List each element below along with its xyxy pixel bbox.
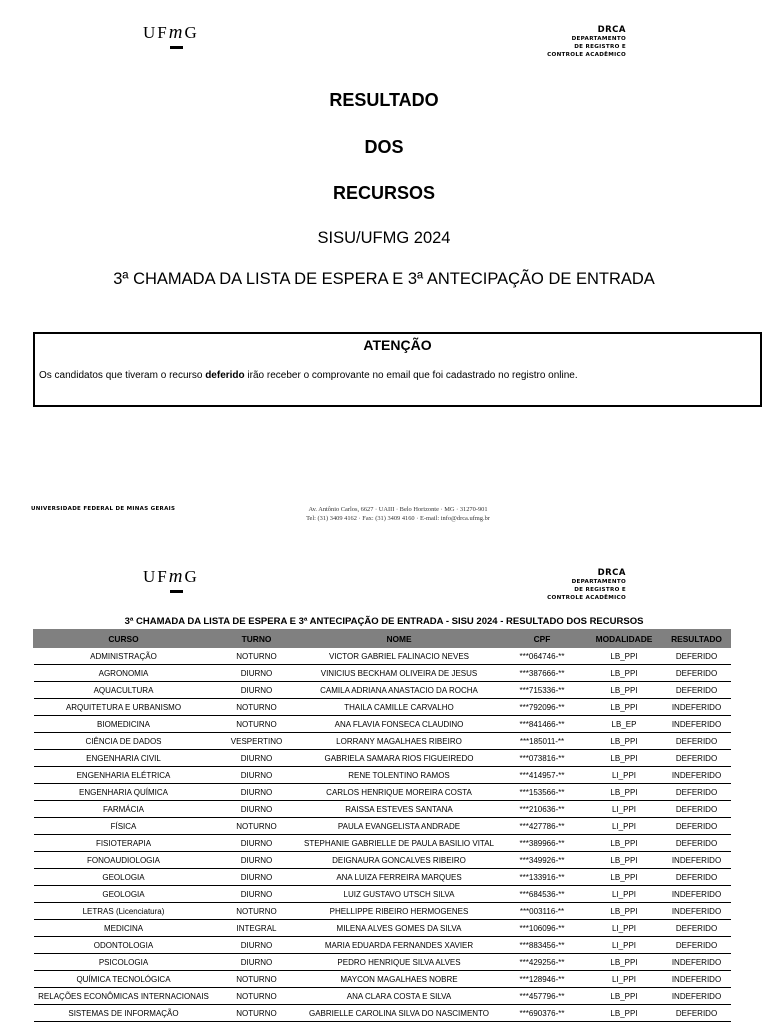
cell-turno: DIURNO (214, 767, 300, 784)
results-table (33, 629, 731, 1022)
header-curso: CURSO (34, 630, 214, 648)
table-row (34, 988, 731, 1005)
cell-cpf: ***792096-** (499, 699, 586, 716)
cell-nome: ANA CLARA COSTA E SILVA (300, 988, 499, 1005)
cell-resultado: INDEFERIDO (663, 971, 731, 988)
cell-curso: CIÊNCIA DE DADOS (34, 733, 214, 750)
table-row (34, 835, 731, 852)
cell-nome: ANA FLAVIA FONSECA CLAUDINO (300, 716, 499, 733)
table-row (34, 886, 731, 903)
cell-resultado: DEFERIDO (663, 1005, 731, 1022)
drca-abbr: DRCA (597, 568, 626, 578)
cell-nome: GABRIELLE CAROLINA SILVA DO NASCIMENTO (300, 1005, 499, 1022)
cell-curso: AGRONOMIA (34, 665, 214, 682)
footer-university: UNIVERSIDADE FEDERAL DE MINAS GERAIS (31, 506, 176, 512)
table-row (34, 733, 731, 750)
attention-text-part1: Os candidatos que tiveram o recurso (39, 370, 206, 381)
cell-curso: AQUACULTURA (34, 682, 214, 699)
cell-nome: ANA LUIZA FERREIRA MARQUES (300, 869, 499, 886)
attention-box (33, 332, 762, 407)
cell-resultado: INDEFERIDO (663, 954, 731, 971)
table-row (34, 971, 731, 988)
cell-cpf: ***427786-** (499, 818, 586, 835)
drca-letterhead-2 (530, 568, 626, 602)
footer-contact (268, 505, 528, 523)
header-cpf: CPF (499, 630, 586, 648)
cell-turno: DIURNO (214, 886, 300, 903)
cell-cpf: ***128946-** (499, 971, 586, 988)
table-row (34, 954, 731, 971)
cell-nome: VICTOR GABRIEL FALINACIO NEVES (300, 648, 499, 665)
cell-cpf: ***064746-** (499, 648, 586, 665)
cell-turno: DIURNO (214, 665, 300, 682)
cell-resultado: INDEFERIDO (663, 699, 731, 716)
cell-resultado: DEFERIDO (663, 869, 731, 886)
cell-resultado: DEFERIDO (663, 818, 731, 835)
attention-text (39, 370, 759, 381)
cell-curso: ADMINISTRAÇÃO (34, 648, 214, 665)
logo-text-left: UF (143, 23, 169, 42)
cell-cpf: ***073816-** (499, 750, 586, 767)
cell-modalidade: LB_PPI (586, 869, 663, 886)
table-row (34, 903, 731, 920)
results-body (34, 648, 731, 1022)
cell-turno: DIURNO (214, 750, 300, 767)
table-header-row (34, 630, 731, 648)
cell-turno: VESPERTINO (214, 733, 300, 750)
drca-letterhead (530, 25, 626, 59)
table-row (34, 716, 731, 733)
cell-modalidade: LB_PPI (586, 835, 663, 852)
cell-cpf: ***715336-** (499, 682, 586, 699)
cell-modalidade: LI_PPI (586, 818, 663, 835)
cell-cpf: ***389966-** (499, 835, 586, 852)
logo-underline (170, 590, 184, 593)
cell-resultado: INDEFERIDO (663, 903, 731, 920)
cell-modalidade: LB_PPI (586, 665, 663, 682)
cell-resultado: DEFERIDO (663, 648, 731, 665)
cell-nome: MAYCON MAGALHAES NOBRE (300, 971, 499, 988)
cell-nome: CARLOS HENRIQUE MOREIRA COSTA (300, 784, 499, 801)
cell-curso: FÍSICA (34, 818, 214, 835)
cell-nome: MILENA ALVES GOMES DA SILVA (300, 920, 499, 937)
cell-cpf: ***457796-** (499, 988, 586, 1005)
table-title: 3ª CHAMADA DA LISTA DE ESPERA E 3ª ANTECIPAÇÃO DE ENTRADA - SISU 2024 - RESULTADO DOS RECURSOS (124, 616, 644, 627)
cell-resultado: INDEFERIDO (663, 767, 731, 784)
logo-m: m (169, 22, 185, 44)
logo-text-right: G (184, 23, 199, 42)
table-row (34, 1005, 731, 1022)
table-row (34, 699, 731, 716)
cell-resultado: DEFERIDO (663, 750, 731, 767)
header-resultado: RESULTADO (663, 630, 731, 648)
cell-curso: MEDICINA (34, 920, 214, 937)
cell-turno: DIURNO (214, 937, 300, 954)
table-row (34, 784, 731, 801)
cell-cpf: ***414957-** (499, 767, 586, 784)
cell-turno: DIURNO (214, 835, 300, 852)
cell-curso: ENGENHARIA CIVIL (34, 750, 214, 767)
cell-cpf: ***106096-** (499, 920, 586, 937)
footer-address: Av. Antônio Carlos, 6627 · UAIII · Belo Horizonte · MG · 31270-901 (308, 506, 488, 513)
table-row (34, 665, 731, 682)
cell-resultado: DEFERIDO (663, 801, 731, 818)
subtitle-chamada: 3ª CHAMADA DA LISTA DE ESPERA E 3ª ANTECIPAÇÃO DE ENTRADA (113, 270, 655, 288)
cell-turno: DIURNO (214, 682, 300, 699)
cell-turno: NOTURNO (214, 716, 300, 733)
cell-curso: QUÍMICA TECNOLÓGICA (34, 971, 214, 988)
cell-modalidade: LB_EP (586, 716, 663, 733)
drca-abbr: DRCA (597, 25, 626, 35)
cell-nome: DEIGNAURA GONCALVES RIBEIRO (300, 852, 499, 869)
cell-modalidade: LB_PPI (586, 733, 663, 750)
drca-line-3: CONTROLE ACADÊMICO (547, 595, 626, 601)
cell-cpf: ***883456-** (499, 937, 586, 954)
ufmg-logo-2 (143, 566, 199, 588)
attention-title: ATENÇÃO (363, 337, 432, 353)
cell-nome: STEPHANIE GABRIELLE DE PAULA BASILIO VITAL (300, 835, 499, 852)
cell-cpf: ***841466-** (499, 716, 586, 733)
cell-nome: CAMILA ADRIANA ANASTACIO DA ROCHA (300, 682, 499, 699)
footer-phone-email: Tel: (31) 3409 4162 · Fax: (31) 3409 4160 · E-mail: info@drca.ufmg.br (306, 515, 490, 522)
cell-modalidade: LB_PPI (586, 682, 663, 699)
attention-text-part2: irão receber o comprovante no email que foi cadastrado no registro online. (244, 370, 578, 381)
logo-text-left: UF (143, 567, 169, 586)
cell-nome: GABRIELA SAMARA RIOS FIGUEIREDO (300, 750, 499, 767)
subtitle-sisu: SISU/UFMG 2024 (317, 229, 451, 247)
cell-turno: NOTURNO (214, 648, 300, 665)
cell-curso: BIOMEDICINA (34, 716, 214, 733)
cell-curso: FONOAUDIOLOGIA (34, 852, 214, 869)
cell-modalidade: LB_PPI (586, 648, 663, 665)
cell-turno: NOTURNO (214, 1005, 300, 1022)
cell-resultado: DEFERIDO (663, 733, 731, 750)
cell-modalidade: LB_PPI (586, 699, 663, 716)
cell-curso: ENGENHARIA ELÉTRICA (34, 767, 214, 784)
title-recursos: RECURSOS (332, 183, 435, 203)
cell-nome: LORRANY MAGALHAES RIBEIRO (300, 733, 499, 750)
table-row (34, 648, 731, 665)
cell-resultado: DEFERIDO (663, 682, 731, 699)
cell-turno: DIURNO (214, 869, 300, 886)
cell-curso: ENGENHARIA QUÍMICA (34, 784, 214, 801)
cell-nome: RAISSA ESTEVES SANTANA (300, 801, 499, 818)
header-modalidade: MODALIDADE (586, 630, 663, 648)
cell-nome: MARIA EDUARDA FERNANDES XAVIER (300, 937, 499, 954)
header-nome: NOME (300, 630, 499, 648)
cell-curso: LETRAS (Licenciatura) (34, 903, 214, 920)
cell-modalidade: LB_PPI (586, 1005, 663, 1022)
cell-nome: RENE TOLENTINO RAMOS (300, 767, 499, 784)
drca-line-2: DE REGISTRO E (574, 587, 626, 593)
cell-cpf: ***133916-** (499, 869, 586, 886)
header-turno: TURNO (214, 630, 300, 648)
cell-curso: RELAÇÕES ECONÔMICAS INTERNACIONAIS (34, 988, 214, 1005)
cell-curso: PSICOLOGIA (34, 954, 214, 971)
cell-cpf: ***690376-** (499, 1005, 586, 1022)
cell-modalidade: LI_PPI (586, 767, 663, 784)
cell-cpf: ***210636-** (499, 801, 586, 818)
cell-modalidade: LB_PPI (586, 903, 663, 920)
cell-resultado: DEFERIDO (663, 937, 731, 954)
cell-turno: DIURNO (214, 954, 300, 971)
cell-turno: NOTURNO (214, 971, 300, 988)
drca-line-1: DEPARTAMENTO (571, 579, 626, 585)
cell-resultado: INDEFERIDO (663, 988, 731, 1005)
logo-text-right: G (184, 567, 199, 586)
cell-modalidade: LB_PPI (586, 750, 663, 767)
cell-cpf: ***349926-** (499, 852, 586, 869)
logo-m: m (169, 566, 185, 588)
ufmg-logo (143, 22, 199, 44)
cell-nome: PHELLIPPE RIBEIRO HERMOGENES (300, 903, 499, 920)
cell-turno: NOTURNO (214, 988, 300, 1005)
cell-modalidade: LI_PPI (586, 801, 663, 818)
cell-cpf: ***003116-** (499, 903, 586, 920)
cell-modalidade: LB_PPI (586, 852, 663, 869)
cell-turno: NOTURNO (214, 699, 300, 716)
cell-turno: INTEGRAL (214, 920, 300, 937)
cell-curso: GEOLOGIA (34, 869, 214, 886)
cell-nome: PEDRO HENRIQUE SILVA ALVES (300, 954, 499, 971)
table-row (34, 801, 731, 818)
cell-nome: LUIZ GUSTAVO UTSCH SILVA (300, 886, 499, 903)
table-row (34, 767, 731, 784)
cell-modalidade: LI_PPI (586, 971, 663, 988)
cell-curso: ODONTOLOGIA (34, 937, 214, 954)
cell-curso: ARQUITETURA E URBANISMO (34, 699, 214, 716)
logo-underline (170, 46, 184, 49)
cell-turno: NOTURNO (214, 903, 300, 920)
table-row (34, 750, 731, 767)
title-dos: DOS (364, 137, 404, 157)
cell-nome: VINICIUS BECKHAM OLIVEIRA DE JESUS (300, 665, 499, 682)
cell-turno: DIURNO (214, 852, 300, 869)
table-row (34, 852, 731, 869)
cell-resultado: INDEFERIDO (663, 886, 731, 903)
cell-modalidade: LB_PPI (586, 954, 663, 971)
cell-curso: FARMÁCIA (34, 801, 214, 818)
cell-turno: NOTURNO (214, 818, 300, 835)
table-row (34, 869, 731, 886)
cell-modalidade: LI_PPI (586, 920, 663, 937)
cell-cpf: ***153566-** (499, 784, 586, 801)
cell-modalidade: LI_PPI (586, 937, 663, 954)
cell-nome: THAILA CAMILLE CARVALHO (300, 699, 499, 716)
cell-curso: FISIOTERAPIA (34, 835, 214, 852)
drca-line-1: DEPARTAMENTO (571, 36, 626, 42)
cell-resultado: INDEFERIDO (663, 716, 731, 733)
cell-curso: SISTEMAS DE INFORMAÇÃO (34, 1005, 214, 1022)
table-row (34, 818, 731, 835)
cell-resultado: DEFERIDO (663, 784, 731, 801)
table-row (34, 937, 731, 954)
cell-cpf: ***387666-** (499, 665, 586, 682)
cell-modalidade: LI_PPI (586, 886, 663, 903)
attention-text-bold: deferido (205, 370, 245, 381)
table-row (34, 682, 731, 699)
cell-resultado: DEFERIDO (663, 665, 731, 682)
cell-resultado: DEFERIDO (663, 835, 731, 852)
cell-curso: GEOLOGIA (34, 886, 214, 903)
drca-line-3: CONTROLE ACADÊMICO (547, 52, 626, 58)
cell-turno: DIURNO (214, 784, 300, 801)
cell-resultado: INDEFERIDO (663, 852, 731, 869)
cell-cpf: ***185011-** (499, 733, 586, 750)
drca-line-2: DE REGISTRO E (574, 44, 626, 50)
cell-turno: DIURNO (214, 801, 300, 818)
cell-resultado: DEFERIDO (663, 920, 731, 937)
table-row (34, 920, 731, 937)
cell-nome: PAULA EVANGELISTA ANDRADE (300, 818, 499, 835)
cell-cpf: ***429256-** (499, 954, 586, 971)
cell-modalidade: LB_PPI (586, 988, 663, 1005)
cell-modalidade: LB_PPI (586, 784, 663, 801)
cell-cpf: ***684536-** (499, 886, 586, 903)
title-resultado: RESULTADO (329, 90, 439, 110)
